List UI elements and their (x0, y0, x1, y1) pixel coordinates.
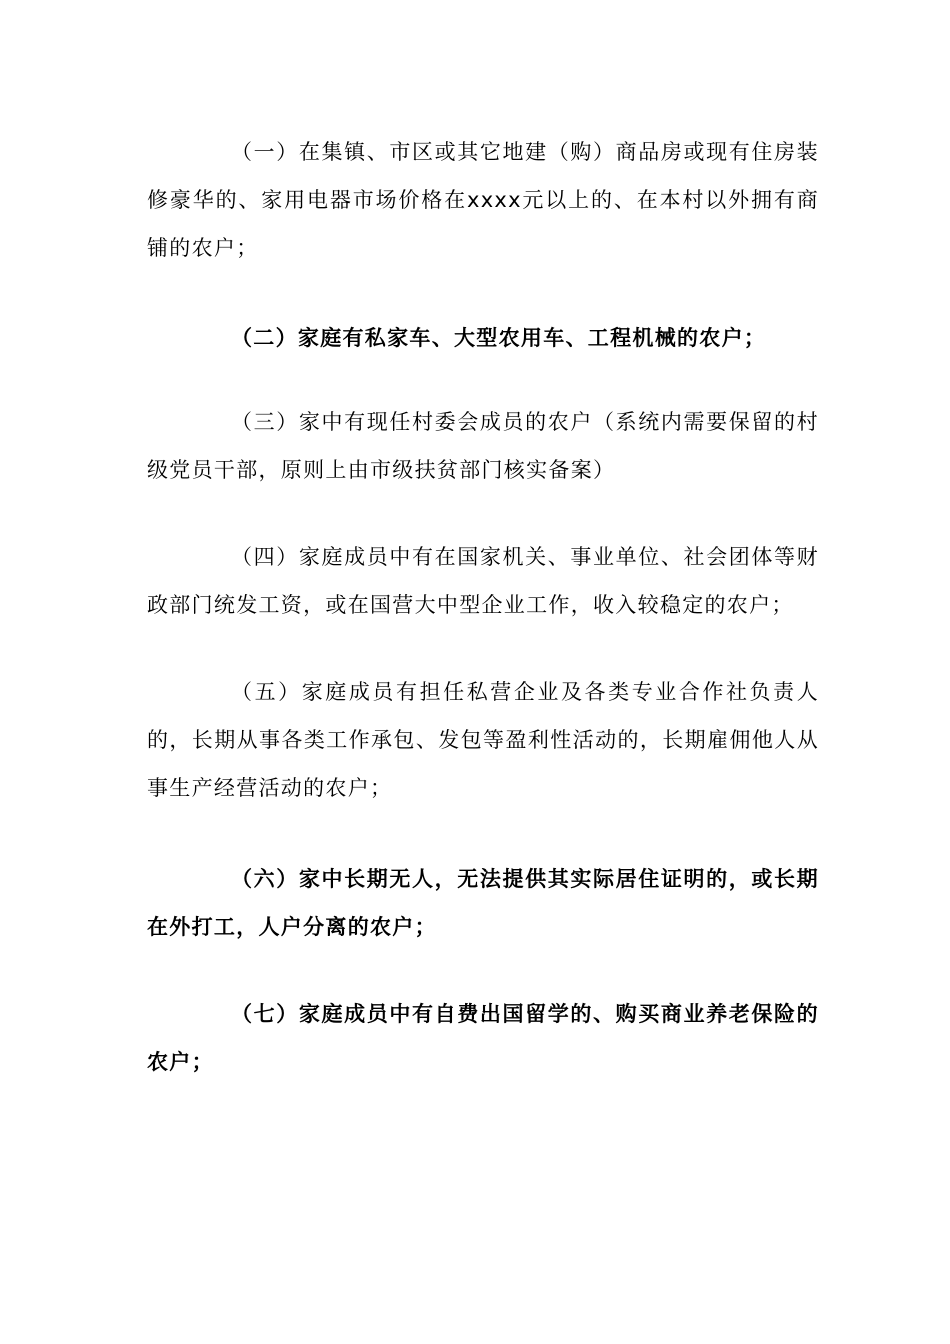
paragraph-7: （七）家庭成员中有自费出国留学的、购买商业养老保险的农户； (147, 1002, 819, 1074)
paragraph-3: （三）家中有现任村委会成员的农户（系统内需要保留的村级党员干部，原则上由市级扶贫部门核实备案） (147, 410, 819, 482)
paragraph-1: （一）在集镇、市区或其它地建（购）商品房或现有住房装修豪华的、家用电器市场价格在xxxx元以上的、在本村以外拥有商铺的农户； (147, 140, 819, 260)
paragraph-2: （二）家庭有私家车、大型农用车、工程机械的农户； (231, 326, 767, 350)
paragraph-6: （六）家中长期无人，无法提供其实际居住证明的，或长期在外打工，人户分离的农户； (147, 867, 819, 939)
paragraph-4: （四）家庭成员中有在国家机关、事业单位、社会团体等财政部门统发工资，或在国营大中型企业工作，收入较稳定的农户； (147, 545, 819, 617)
paragraph-5: （五）家庭成员有担任私营企业及各类专业合作社负责人的，长期从事各类工作承包、发包等盈利性活动的，长期雇佣他人从事生产经营活动的农户； (147, 680, 819, 800)
